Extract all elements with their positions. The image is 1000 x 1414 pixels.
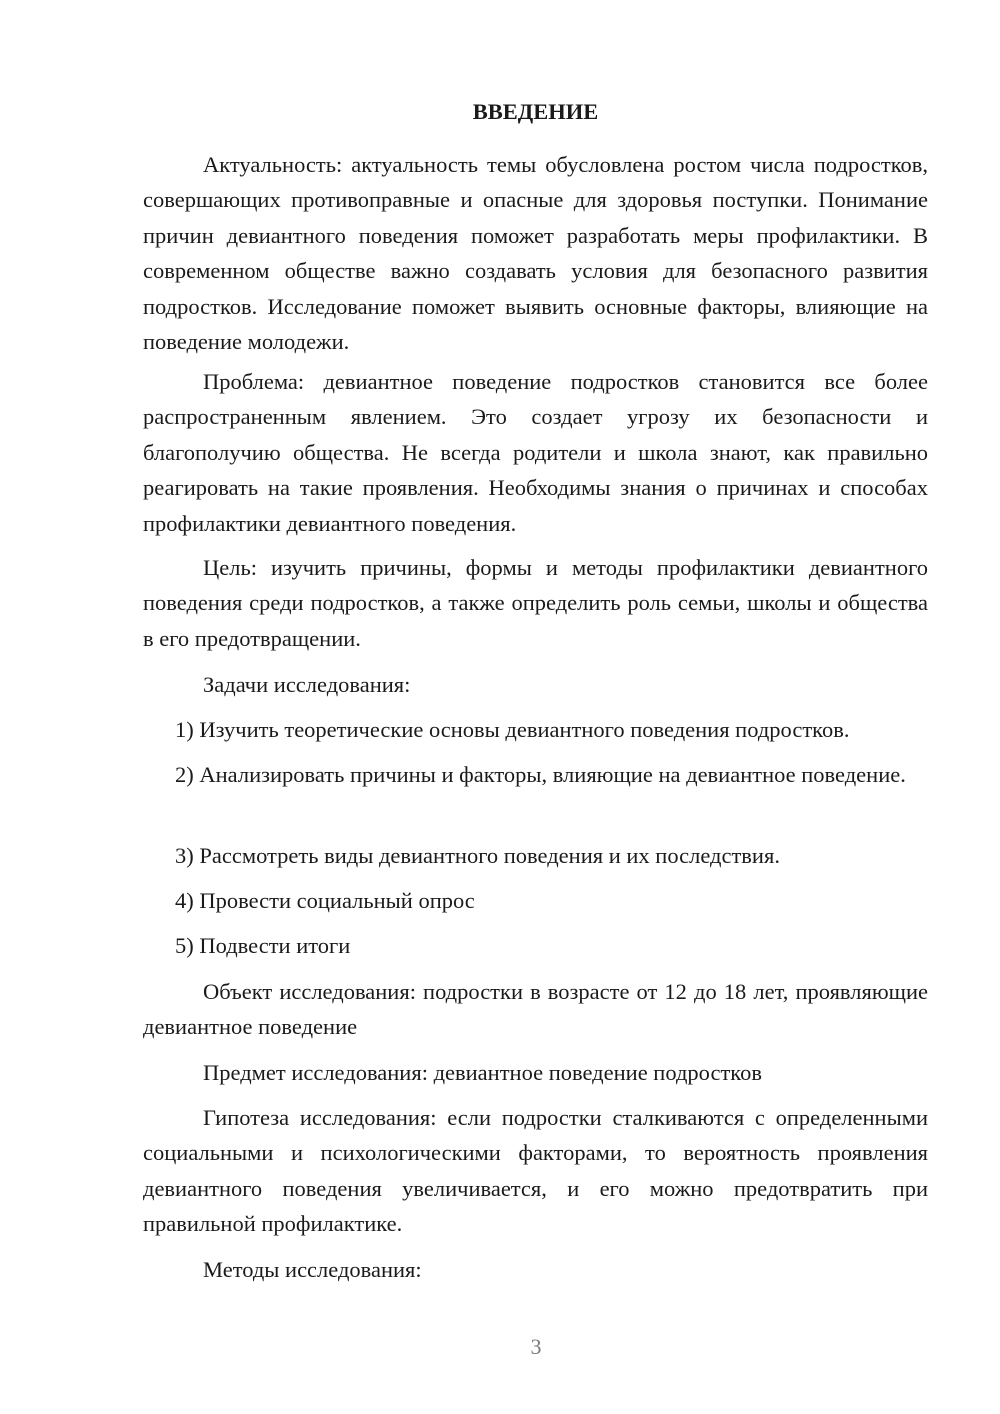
list-item-task-2 [143, 757, 928, 792]
task-1-text: 1) Изучить теоретические основы девиантного поведения подростков. [175, 717, 850, 742]
list-item-task-1 [143, 712, 928, 747]
paragraph-hypothesis [143, 1100, 928, 1242]
tasks-title-text: Задачи исследования: [203, 672, 411, 697]
object-text: Объект исследования: подростки в возрасте от 12 до 18 лет, проявляющие девиантное поведение [143, 979, 928, 1040]
paragraph-subject [143, 1055, 928, 1090]
subject-text: Предмет исследования: девиантное поведение подростков [203, 1060, 762, 1085]
paragraph-tasks-title [143, 667, 928, 702]
paragraph-goal [143, 550, 928, 656]
task-5-text: 5) Подвести итоги [175, 933, 351, 958]
task-3-text: 3) Рассмотреть виды девиантного поведения и их последствия. [175, 843, 780, 868]
paragraph-methods [143, 1252, 928, 1287]
paragraph-object [143, 974, 928, 1045]
paragraph-problem [143, 364, 928, 541]
list-item-task-4 [143, 883, 928, 918]
goal-text: Цель: изучить причины, формы и методы профилактики девиантного поведения среди подростков, а также определить роль семьи, школы и общества в его предотвращении. [143, 555, 928, 651]
task-4-text: 4) Провести социальный опрос [175, 888, 475, 913]
page-title: ВВЕДЕНИЕ [472, 99, 599, 124]
relevance-text: Актуальность: актуальность темы обусловлена ростом числа подростков, совершающих противоправные и опасные для здоровья поступки. Понимание причин девиантного поведения поможет разработать меры профилактики. В современном обществе важно создавать условия для безопасного развития подростков. Исследование поможет выявить основные факторы, влияющие на поведение молодежи. [143, 152, 928, 355]
problem-text: Проблема: девиантное поведение подростков становится все более распространенным явлением. Это создает угрозу их безопасности и благополучию общества. Не всегда родители и школа знают, как правильно реагировать на такие проявления. Необходимы знания о причинах и способах профилактики девиантного поведения. [143, 369, 928, 536]
task-2-text: 2) Анализировать причины и факторы, влияющие на девиантное поведение. [175, 762, 906, 787]
paragraph-relevance [143, 147, 928, 359]
hypothesis-text: Гипотеза исследования: если подростки сталкиваются с определенными социальными и психологическими факторами, то вероятность проявления девиантного поведения увеличивается, и его можно предотвратить при правильной профилактике. [143, 1105, 928, 1237]
methods-text: Методы исследования: [203, 1257, 422, 1282]
page-number: 3 [530, 1334, 542, 1359]
list-item-task-5 [143, 928, 928, 963]
list-item-task-3 [143, 838, 928, 873]
